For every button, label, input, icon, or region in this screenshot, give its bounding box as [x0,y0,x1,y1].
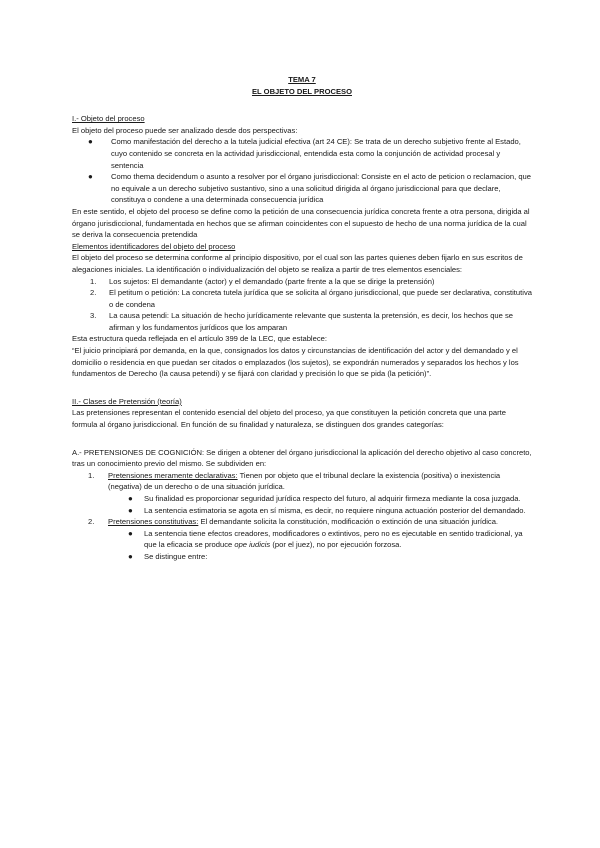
item-label: Pretensiones constitutivas: [108,517,199,527]
lec-intro: Esta estructura queda reflejada en el artículo 399 de la LEC, que establece: [72,334,327,344]
perspectives-list [72,136,532,206]
title-line-1: TEMA 7 [288,75,316,84]
list-item: 2. Pretensiones constitutivas: El demandante solicita la constitución, modificación o extinción de una situación jurídica. [88,517,499,527]
list-item: ● Como manifestación del derecho a la tutela judicial efectiva (art 24 CE): Se trata de un derecho subjetivo frente al Estado, cuyo contenido se concreta en la actividad jurisdiccional, entendida esta como la conjunción de actividad procesal y sentencia [88,137,521,170]
elements-heading: Elementos identificadores del objeto del proceso [72,241,236,251]
cognition-list-2 [72,516,532,528]
list-item: ● La sentencia estimatoria se agota en sí misma, es decir, no requiere ninguna actuación posterior del demandado. [128,505,526,515]
list-item: ● Como thema decidendum o asunto a resolver por el órgano jurisdiccional: Consiste en el acto de peticion o reclamacion, que no equivale a un derecho subjetivo sustantivo, sino a una solicitud dirigida al órgano jurisdiccional para que declare, constituya o condene a una determinada consecuencia jurídica [88,172,532,205]
section-2-intro: Las pretensiones representan el contenido esencial del objeto del proceso, ya que constituyen la petición concreta que una parte formula al órgano jurisdiccional. En función de su finalidad y naturaleza, se distinguen dos grandes categorías: [72,408,506,430]
section-1-paragraph: En este sentido, el objeto del proceso se define como la petición de una consecuencia jurídica concreta frente a otra persona, dirigida al órgano jurisdiccional, fundamentada en hechos que se afirman coincidentes con el supuesto de hecho de una norma jurídica de la cual se deriva la consecuencia pretendida [72,206,530,240]
list-item: ● La sentencia tiene efectos creadores, modificadores o extintivos, pero no es ejecutable en sentido tradicional, ya que la eficacia se produce ope iudicis (por el juez), no por ejecución forzosa. [128,528,523,550]
bullet-icon: ● [128,494,133,503]
elements-paragraph: El objeto del proceso se determina conforme al principio dispositivo, por el cual son las partes quienes deben fijarlo en sus escritos de alegaciones iniciales. La identificación o individualización del objeto se realiza a partir de tres elementos esenciales: [72,253,523,274]
bullet-icon: ● [88,172,93,182]
bullet-icon: ● [128,551,133,561]
title-line-2: EL OBJETO DEL PROCESO [251,86,352,96]
cognition-paragraph: A.- PRETENSIONES DE COGNICIÓN: Se dirigen a obtener del órgano jurisdiccional la aplicación del derecho objetivo al caso concreto, tras un conocimiento previo del mismo. Se subdividen en: [72,447,532,469]
cognition-list [72,470,532,493]
list-item: ● Su finalidad es proporcionar seguridad jurídica respecto del futuro, al adquirir firmeza mediante la cosa juzgada. [128,494,521,503]
section-2-heading: II.- Clases de Pretensión (teoría) [72,396,182,406]
list-item: ● Se distingue entre: [128,551,208,561]
list-item: 1. Los sujetos: El demandante (actor) y el demandado (parte frente a la que se dirige la pretensión) [90,276,435,286]
document-title [72,74,532,97]
bullet-icon: ● [128,505,133,515]
section-1-intro: El objeto del proceso puede ser analizado desde dos perspectivas: [72,125,298,135]
declarative-bullets [72,493,532,516]
lec-quote: “El juicio principiará por demanda, en la que, consignados los datos y circunstancias de identificación del actor y del demandado y el domicilio o residencia en que puedan ser citados o emplazados (los sujetos), se expondrán numerados y separados los hechos y los fundamentos de Derecho (la causa petendi) y se fijará con claridad y precisión lo que se pida (la petición)”. [72,346,519,379]
document-page [72,74,532,563]
list-item: 1. Pretensiones meramente declarativas: Tienen por objeto que el tribunal declare la existencia (positiva) o inexistencia (negativa) de un derecho o de una situación jurídica. [88,470,501,492]
bullet-icon: ● [128,528,133,538]
list-item: 2. El petitum o petición: La concreta tutela jurídica que se solicita al órgano jurisdiccional, que puede ser declarativa, constitutiva o de condena [90,288,532,309]
bullet-icon: ● [88,137,93,147]
elements-list [72,276,532,334]
list-item: 3. La causa petendi: La situación de hecho jurídicamente relevante que sustenta la pretensión, es decir, los hechos que se afirman y los fundamentos jurídicos que los amparan [90,311,513,332]
section-1-heading: I.- Objeto del proceso [72,114,145,124]
item-label: Pretensiones meramente declarativas: [108,470,238,480]
constitutive-bullets [72,528,532,563]
